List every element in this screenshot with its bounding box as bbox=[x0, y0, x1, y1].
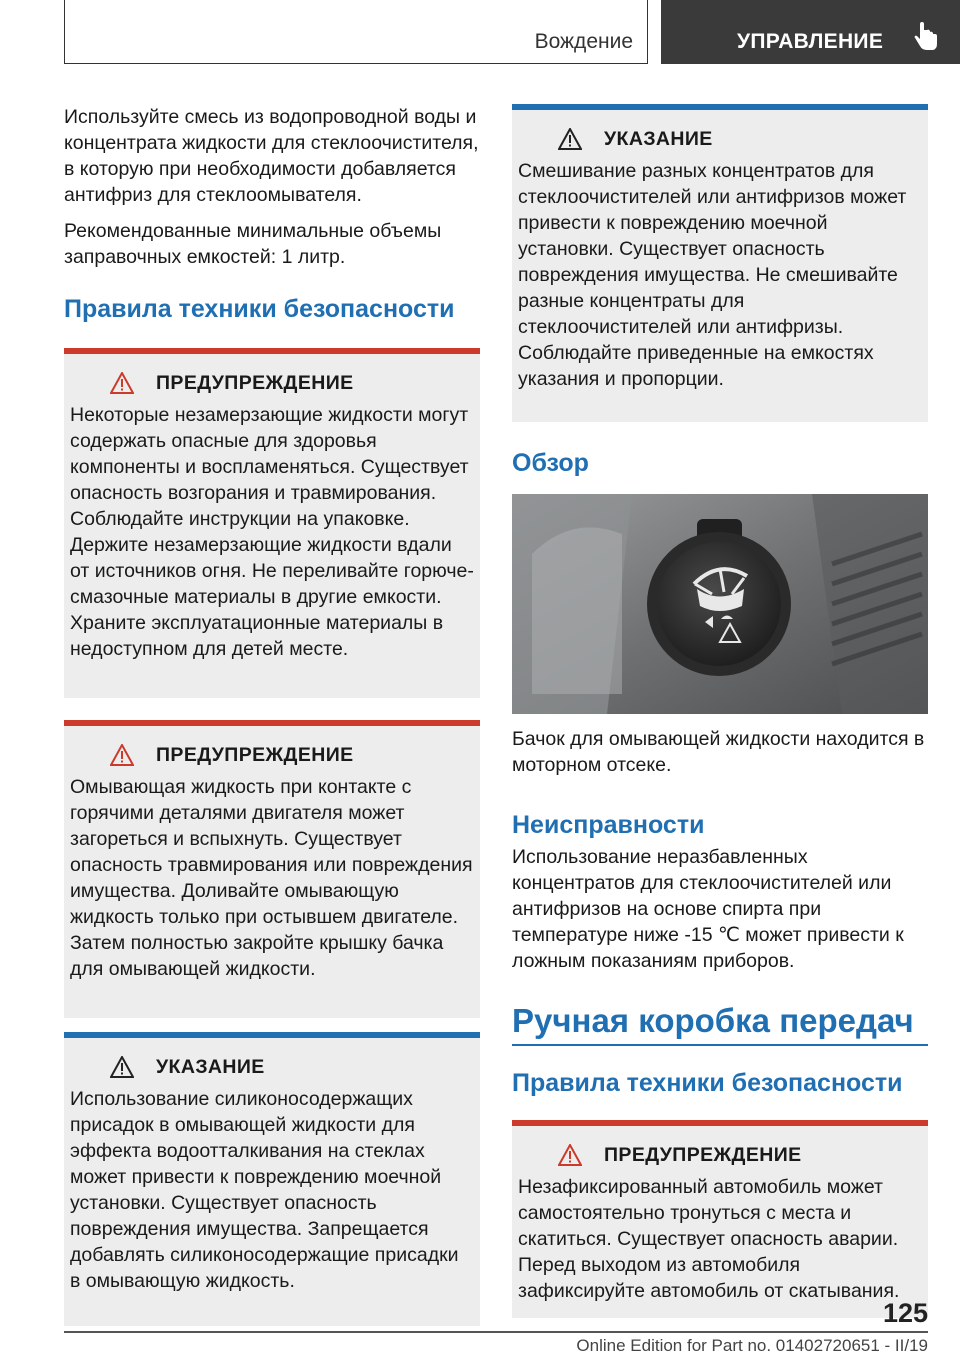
warning-title: ПРЕДУПРЕЖДЕНИЕ bbox=[156, 372, 354, 394]
warning-box-1 bbox=[64, 348, 480, 698]
manual-gearbox-heading: Ручная коробка передач bbox=[512, 1002, 914, 1039]
warning-triangle-icon bbox=[110, 744, 134, 766]
warning-title: ПРЕДУПРЕЖДЕНИЕ bbox=[156, 744, 354, 766]
chapter-tab bbox=[64, 0, 648, 64]
notice-title: УКАЗАНИЕ bbox=[604, 128, 713, 150]
page-number: 125 bbox=[882, 1298, 928, 1328]
warning-title: ПРЕДУПРЕЖДЕНИЕ bbox=[604, 1144, 802, 1166]
notice-box-2 bbox=[512, 104, 928, 422]
section-tab bbox=[661, 0, 960, 64]
edition-label: Online Edition for Part no. 01402720651 - II/19 bbox=[576, 1336, 928, 1355]
notice-title: УКАЗАНИЕ bbox=[156, 1056, 265, 1078]
page-header bbox=[0, 0, 960, 66]
safety-heading-2: Правила техники безопасности bbox=[512, 1069, 903, 1097]
overview-heading: Обзор bbox=[512, 449, 589, 477]
chapter-heading-block bbox=[512, 1002, 928, 1046]
footer-divider bbox=[64, 1331, 928, 1333]
chapter-tab-label: Вождение bbox=[534, 30, 633, 53]
warning-triangle-icon bbox=[558, 1144, 582, 1166]
warning-text: Некоторые незамерзающие жидкости могут содержать опасные для здоровья компоненты и воспламеняться. Существует опасность возгорания и травмирования. Соблюдайте инструкции на упаковке. Держите незамерзающие жидкости вдали от источников огня. Не переливайте горюче-смазочные материалы в другие емкости. Храните эксплуатационные материалы в недоступном для детей месте. bbox=[70, 404, 474, 660]
faults-text: Использование неразбавленных концентратов для стеклоочистителей или антифризов на основе спирта при температуре ниже -15 ℃ может привести к ложным показаниям приборов. bbox=[512, 846, 904, 972]
intro-paragraph-2: Рекомендованные минимальные объемы заправочных емкостей: 1 литр. bbox=[64, 220, 442, 268]
faults-heading: Неисправности bbox=[512, 811, 705, 839]
warning-text: Омывающая жидкость при контакте с горячими деталями двигателя может загореться и вспыхнуть. Существует опасность травмирования или повреждения имущества. Доливайте омывающую жидкость только при остывшем двигателе. Затем полностью закройте крышку бачка для омывающей жидкости. bbox=[70, 776, 473, 980]
notice-box-1 bbox=[64, 1032, 480, 1326]
section-tab-label: УПРАВЛЕНИЕ bbox=[737, 30, 884, 53]
left-column bbox=[64, 104, 480, 1326]
safety-heading: Правила техники безопасности bbox=[64, 295, 455, 323]
warning-box-2 bbox=[64, 720, 480, 1018]
warning-box-3 bbox=[512, 1120, 928, 1318]
notice-triangle-icon bbox=[110, 1056, 134, 1078]
notice-triangle-icon bbox=[558, 128, 582, 150]
washer-reservoir-photo bbox=[512, 494, 928, 714]
photo-caption: Бачок для омывающей жидкости находится в моторном отсеке. bbox=[512, 728, 925, 776]
hand-pointer-icon bbox=[913, 22, 939, 52]
warning-text: Незафиксированный автомобиль может самостоятельно тронуться с места и скатиться. Существует опасность аварии. Перед выходом из автомобиля зафиксируйте автомобиль от скатывания. bbox=[518, 1176, 900, 1302]
intro-paragraph-1: Используйте смесь из водопроводной воды и концентрата жидкости для стеклоочистителя, в которую при необходимости добавляется антифриз для стеклоомывателя. bbox=[64, 106, 479, 206]
warning-triangle-icon bbox=[110, 372, 134, 394]
notice-text: Смешивание разных концентратов для стеклоочистителей или антифризов может привести к повреждению моечной установки. Существует опасность повреждения имущества. Не смешивайте разные концентраты для стеклоочистителей или антифризы. Соблюдайте приведенные на емкостях указания и пропорции. bbox=[518, 160, 907, 390]
notice-text: Использование силиконосодержащих присадок в омывающей жидкости для эффекта водоотталкивания на стеклах может привести к повреждению моечной установки. Существует опасность повреждения имущества. Запрещается добавлять силиконосодержащие присадки в омывающую жидкость. bbox=[70, 1088, 459, 1292]
right-column bbox=[512, 104, 928, 1318]
